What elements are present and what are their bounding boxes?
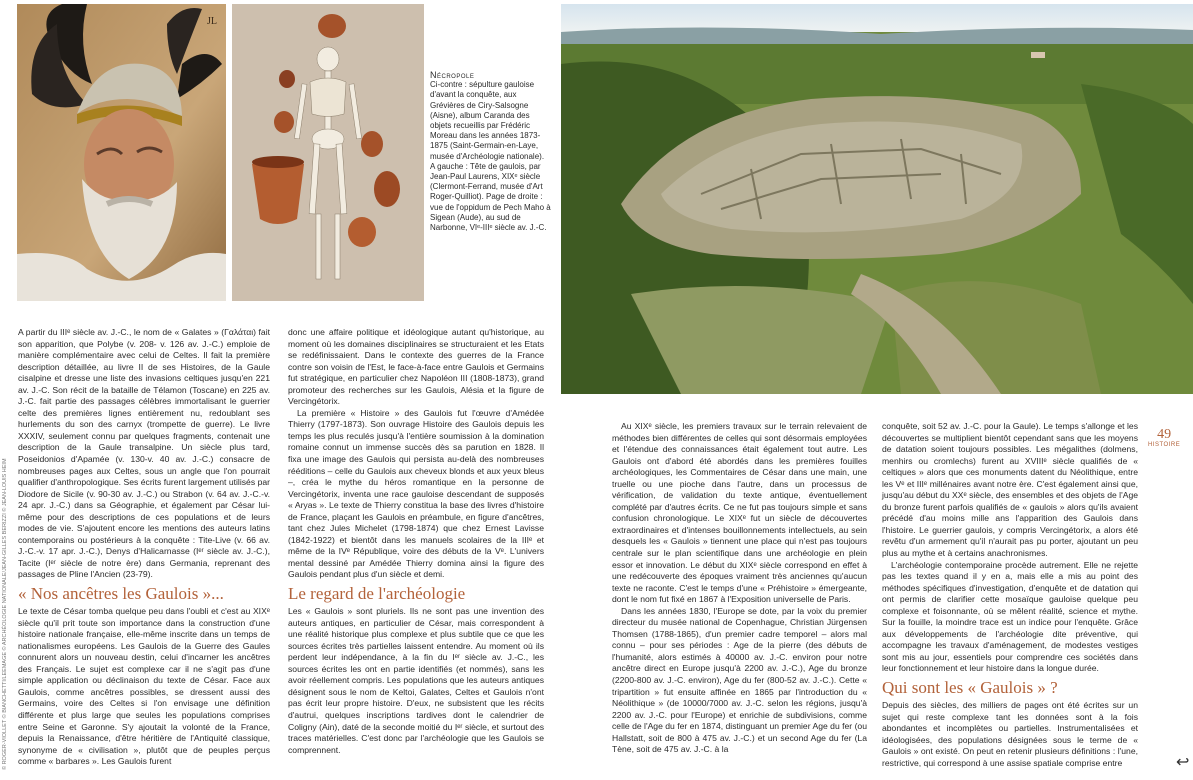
paragraph: conquête, soit 52 av. J.-C. pour la Gaule). Le temps s'allonge et les découvertes se multiplient bientôt cependant sans que les moyens de datation soient toujours possibles. Les mégalithes (dolmens, menhirs ou cromlechs) furent au XVIIIᵉ siècle qualifiés de « celtiques » alors que ces monuments datent du Néolithique, entre les Vᵉ et IIIᵉ millénaires avant notre ère. C'est également ainsi que, jusqu'au début du XXᵉ siècle, des ensembles et des objets de l'Age du bronze furent parfois qualifiés de « gaulois » alors qu'ils avaient précédé d'au moins mille ans l'apparition des Gaulois dans l'histoire. Le guerrier gaulois, y compris Vercingétorix, a alors été revêtu d'un armement qu'il n'aurait pas pu porter, ajoutant un peu plus au mythe et à certains anachronismes. — [882, 421, 1138, 559]
photo-credit: © ROGER-VIOLLET © BIANCHETTI/LEEMAGE © ARCHÉOLOGIE NATIONALE/JEAN-GILLES BERIZZI © JEAN-LOUIS HEIM — [2, 458, 8, 770]
paragraph: Depuis des siècles, des milliers de pages ont été écrites sur un sujet qui reste complexe tant les données sont à la fois abondantes et incomplètes ou partielles. Instrumentalisées et idéologisées, des populations désignées sous le terme de « Gaulois » ont existé. On peut en retenir plusieurs définitions : l'une, restrictive, qui correspond à une assise spatiale comprise entre — [882, 700, 1138, 768]
section-heading-who-are-gauls: Qui sont les « Gaulois » ? — [882, 678, 1058, 698]
page-number-block — [1148, 428, 1180, 448]
paragraph: Les « Gaulois » sont pluriels. Ils ne sont pas une invention des auteurs antiques, en particulier de César, mais correspondent à une réalité historique plus complexe et plus subtile que ce que les sources écrites très partielles laissent entendre. Au moment où ils perdent leur indépendance, à la fin du Iᵉʳ siècle av. J.-C., les sources écrites les ont en partie identifiés (et nommés), sans les avoir réellement compris. Les populations que les auteurs antiques désignent sous le nom de Keltoi, Galates, Celtes et Gaulois n'ont pas écrit leur propre histoire. D'eux, ne subsistent que les récits d'autrui, quelques inscriptions tardives dont le calendrier de Coligny (Ain), daté de la seconde moitié du Iᵉʳ siècle, et surtout des traces matérielles. C'est donc par l'archéologie que les Gaulois se comprennent. — [288, 606, 544, 755]
painting-head-of-gaul — [17, 4, 226, 301]
text-column-2 — [288, 327, 544, 756]
burial-photo — [232, 4, 424, 301]
paragraph: L'archéologie contemporaine procède autrement. Elle ne rejette pas les textes quand il y en a, mais elle a mis au point des méthodes spécifiques d'investigation, d'enquête et de datation qui ont permis de clarifier cette mosaïque gauloise quelque peu complexe et foisonnante, où se mêlent réalité, science et mythe. Sur la fouille, la moindre trace est un indice pour l'enquête. Grâce aux développements de l'archéologie dite préventive, qui accompagne les travaux d'aménagement, de modestes vestiges sont mis au jour, essentiels pour comprendre ces sociétés dans leur fonctionnement et leur histoire dans la longue durée. — [882, 559, 1138, 674]
caption-text-2: A gauche : Tête de gaulois, par Jean-Paul Laurens, XIXᵉ siècle (Clermont-Ferrand, musée d'Art Roger-Quilliot). Page de droite : vue de l'oppidum de Pech Maho à Sigean (Aude), au sud de Narbonne, VIᵉ-IIIᵉ siècle av. J.-C. — [430, 161, 551, 233]
paragraph: Au XIXᵉ siècle, les premiers travaux sur le terrain relevaient de méthodes bien différentes de celles qui sont désormais employées et l'étendue des connaissances était également tout autre. Les Gaulois ont d'abord été abordés dans les premières fouilles archéologiques, les Commentaires de César dans une main, une truelle ou une pioche dans l'autre, dans un processus de vérification, de validation du texte antique, éventuellement complété par d'autres écrits. Ce ne fut pas toujours simple et sans confusion chronologique. Le XIXᵉ fut un siècle de découvertes extraordinaires et d'intenses bouillonnements intellectuels, au sein desquels les « Gaulois » tiennent une place qui n'est pas toujours centrale sur le plan scientifique dans une archéologie en plein essor et innovation. Le début du XIXᵉ siècle correspond en effet à une redécouverte des époques vraiment très anciennes qu'aucun texte ne raconte. C'est le temps d'une « Préhistoire » émergeante, dont le nom fut fixé en 1867 à l'Exposition universelle de Paris. — [612, 421, 867, 605]
oppidum-landscape-photo — [561, 4, 1193, 394]
image-caption — [430, 70, 552, 233]
section-heading-archaeology: Le regard de l'archéologie — [288, 584, 466, 604]
paragraph: A partir du IIIᵉ siècle av. J.-C., le nom de « Galates » (Γαλάται) fait son apparition, que Polybe (v. 208- v. 126 av. J.-C.) emploie de manière complémentaire avec celui de Celtes. Il fait la première description détaillée, au livre II de ses Histoires, de la Gaule cisalpine et dresse une liste des invasions celtiques jusqu'en 221 av. J.-C. Son récit de la bataille de Télamon (Toscane) en 225 av. J.-C. fait partie des passages célèbres immortalisant le guerrier celte des premières lignes entièrement nu, redoublant ses hurlements du son des carnyx (trompette de guerre). Le livre XXXIV, seulement connu par quelques fragments, contenait une description de la Gaule transalpine. Un siècle plus tard, Poseidonios d'Apamée (v. 130-v. 40 av. J.-C.) consacre de nombreuses pages aux Celtes, sous un angle que l'on pourrait qualifier d'anthropologique. Ses écrits furent largement utilisés par Diodore de Sicile (v. 90-30 av. J.-C.) ou Strabon (v. 64 av. J.-C.-v. 24 apr. J.-C.) dans sa Géographie, et également par César lui-même pour des descriptions de ces populations et de leurs modes de vie. S'ajoutent encore les mentions des auteurs latins contemporains ou postérieurs à la conquête : Tite-Live (v. 66 av. J.-C.-v. 17 apr. J.-C.), Denys d'Halicarnasse (Iᵉʳ siècle av. J.-C.), Tacite (Iᵉʳ siècle de notre ère) dans Germania, reprenant des passages de Pline l'Ancien (23-79). — [18, 327, 270, 580]
page-number: 49 — [1157, 427, 1172, 442]
text-column-1 — [18, 327, 270, 768]
paragraph: Dans les années 1830, l'Europe se dote, par la voix du premier directeur du musée national de Copenhague, Christian Jürgensen Thomsen (1788-1865), d'un premier cadre temporel – alors mal connu – pour ses périodes : Age de la pierre (des débuts de l'humanité, alors estimés à 40000 av. J.-C. environ pour notre ancêtre direct en Europe jusqu'à 2200 av. J.-C.), Age du bronze (2200-800 av. J.-C. environ), Age du fer (800-52 av. J.-C.). Cette « tripartition » fut ensuite affinée en 1865 par l'introduction du « Néolithique » (de 10000/7000 av. J.-C. selon les régions, jusqu'à 2200 av. J.-C. pour l'Europe) et enrichie de subdivisions, comme celle de l'Age du fer en 1874, distinguant un premier Age du fer (ou Hallstatt, soit de 800 à 475 av. J.-C.) et un second Age du fer (La Tène, soit de 475 av. J.-C. à la — [612, 605, 867, 755]
caption-text-1: Ci-contre : sépulture gauloise d'avant la conquête, aux Grévières de Ciry-Salsogne (Aisne), album Caranda des objets recueillis par Frédéric Moreau dans les années 1873-1875 (Saint-Germain-en-Laye, musée d'Archéologie nationale). — [430, 80, 545, 161]
paragraph: La première « Histoire » des Gaulois fut l'œuvre d'Amédée Thierry (1797-1873). Son ouvrage Histoire des Gaulois depuis les temps les plus reculés jusqu'à l'entière soumission à la domination romaine connut un immense succès dès sa parution en 1828. Il fixa une image des Gaulois qui persista au-delà des nombreuses rééditions – celle du Gaulois aux cheveux blonds et aux yeux bleus –, créa le mythe du héros romantique en la personne de Vercingétorix, inventa une race gauloise descendant de supposés « Aryas ». Le texte de Thierry constitua la base des livres d'histoire de France, plaçant les Gaulois en préambule, en figure d'ancêtres, tant chez Jules Michelet (1798-1874) que chez Ernest Lavisse (1842-1922) et bientôt dans les manuels scolaires de la IIIᵉ et même de la IVᵉ République, voire des débuts de la Vᵉ. L'univers mental dessiné par Amédée Thierry domina ainsi la figure des Gaulois pendant plus d'un siècle et demi. — [288, 407, 544, 580]
text-column-4 — [882, 421, 1138, 769]
caption-title: Nécropole — [430, 70, 475, 80]
continue-arrow-icon: ↩ — [1176, 754, 1190, 771]
paragraph: donc une affaire politique et idéologique autant qu'historique, au moment où les domaines disciplinaires se structuraient et les Etats se redéfinissaient. Dans le contexte des guerres de la France contre son voisin de l'Est, le face-à-face entre Gaulois et Germains fut stratégique, en particulier chez Napoléon III (1808-1873), grand promoteur des recherches sur les Gaulois, Alésia et la figure de Vercingétorix. — [288, 327, 544, 407]
svg-text:JL: JL — [207, 16, 217, 27]
text-column-3 — [612, 421, 867, 756]
paragraph: Le texte de César tomba quelque peu dans l'oubli et c'est au XIXᵉ siècle qu'il prit toute son importance dans la construction d'une histoire nationale française, elle-même inscrite dans un temps de nationalismes européens. Les Gaulois de la Guerre des Gaules connurent alors un nouveau destin, celui d'incarner les ancêtres des Français. Le sujet est complexe car il ne s'agit pas d'une simple application ou déclinaison du texte de César. Face aux Gaulois, comme ancêtres possibles, se dressent aussi des Germains, voire des Celtes si l'on envisage une définition différente et plus large que seules les populations comprises entre Seine et Garonne. S'y ajoutait la volonté de la France, depuis la Renaissance, d'être héritière de l'Antiquité classique, synonyme de « civilisation », plutôt que de peuples perçus comme « barbares ». Les Gaulois furent — [18, 606, 270, 767]
section-label: HISTOIRE — [1148, 442, 1181, 448]
section-heading-ancestors: « Nos ancêtres les Gaulois »... — [18, 584, 224, 604]
